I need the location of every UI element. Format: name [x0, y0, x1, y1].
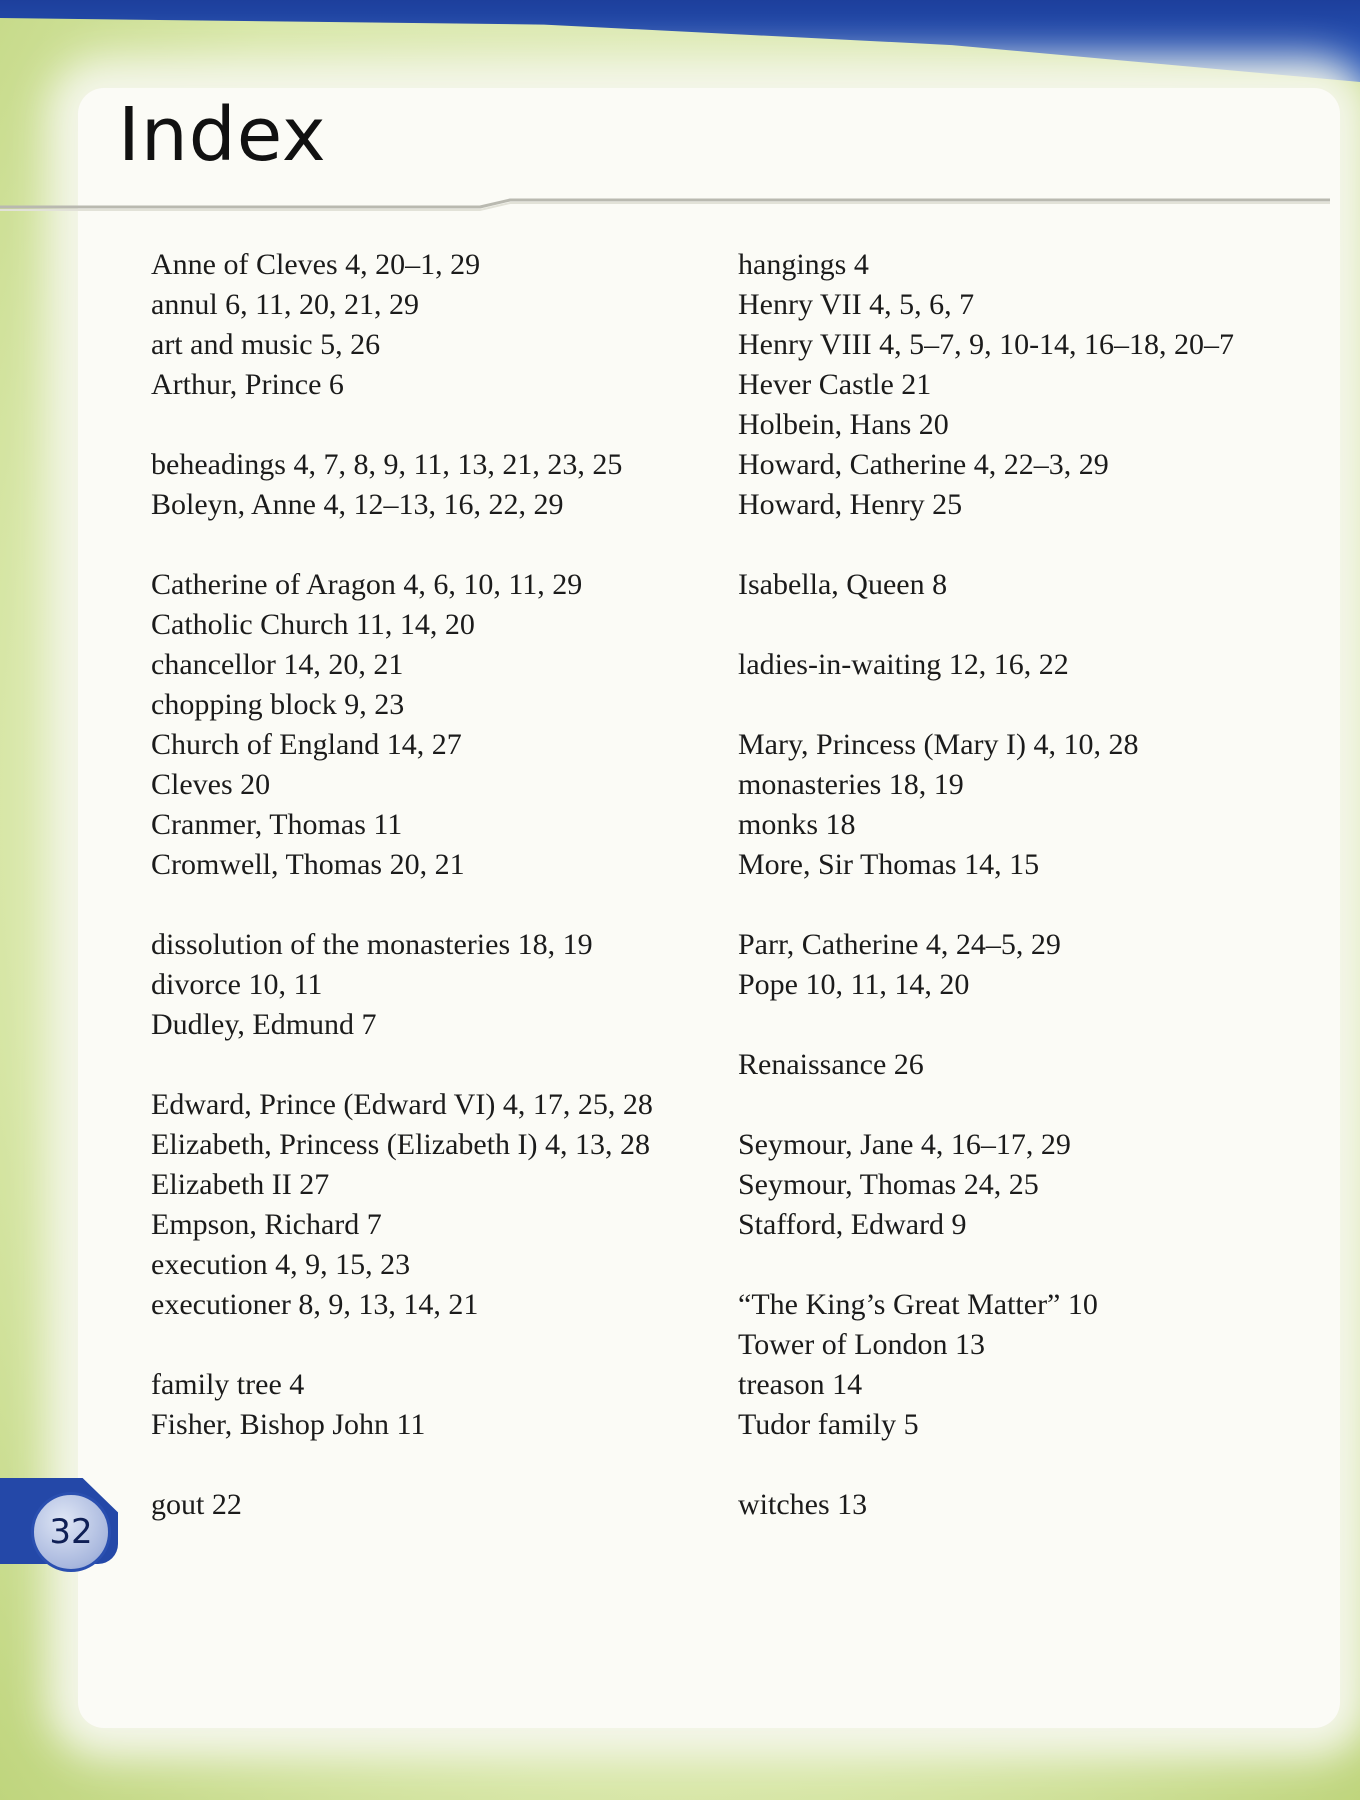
index-entry: Stafford, Edward 9	[738, 1208, 967, 1241]
index-entry: executioner 8, 9, 13, 14, 21	[151, 1288, 479, 1321]
index-column-right	[738, 245, 1338, 1525]
index-entry: Catherine of Aragon 4, 6, 10, 11, 29	[151, 568, 583, 601]
index-entry: dissolution of the monasteries 18, 19	[151, 928, 593, 961]
index-entry: Anne of Cleves 4, 20–1, 29	[151, 248, 481, 281]
index-entry: art and music 5, 26	[151, 328, 381, 361]
index-entry: Mary, Princess (Mary I) 4, 10, 28	[738, 728, 1139, 761]
index-entry: gout 22	[151, 1488, 242, 1521]
index-entry: execution 4, 9, 15, 23	[151, 1248, 411, 1281]
index-entry: divorce 10, 11	[151, 968, 323, 1001]
index-entry: Cleves 20	[151, 768, 271, 801]
index-entry: Dudley, Edmund 7	[151, 1008, 377, 1041]
index-entry: Holbein, Hans 20	[738, 408, 949, 441]
index-entry: Pope 10, 11, 14, 20	[738, 968, 970, 1001]
index-entry: Edward, Prince (Edward VI) 4, 17, 25, 28	[151, 1088, 653, 1121]
index-entry: Renaissance 26	[738, 1048, 924, 1081]
index-entry: Boleyn, Anne 4, 12–13, 16, 22, 29	[151, 488, 564, 521]
index-entry: treason 14	[738, 1368, 863, 1401]
index-entry: Howard, Catherine 4, 22–3, 29	[738, 448, 1109, 481]
index-entry: Isabella, Queen 8	[738, 568, 948, 601]
page-title: Index	[118, 92, 327, 178]
index-entry: Empson, Richard 7	[151, 1208, 382, 1241]
index-entry: chopping block 9, 23	[151, 688, 405, 721]
index-entry: Fisher, Bishop John 11	[151, 1408, 426, 1441]
index-entry: Seymour, Jane 4, 16–17, 29	[738, 1128, 1071, 1161]
index-entry: Henry VII 4, 5, 6, 7	[738, 288, 975, 321]
index-entry: Hever Castle 21	[738, 368, 932, 401]
index-entry: Henry VIII 4, 5–7, 9, 10-14, 16–18, 20–7	[738, 328, 1235, 361]
index-entry: chancellor 14, 20, 21	[151, 648, 404, 681]
index-entry: beheadings 4, 7, 8, 9, 11, 13, 21, 23, 25	[151, 448, 623, 481]
index-entry: “The King’s Great Matter” 10	[738, 1288, 1098, 1321]
index-entry: Church of England 14, 27	[151, 728, 462, 761]
index-entry: Tudor family 5	[738, 1408, 919, 1441]
index-entry: Catholic Church 11, 14, 20	[151, 608, 475, 641]
index-entry: Seymour, Thomas 24, 25	[738, 1168, 1039, 1201]
index-entry: monks 18	[738, 808, 856, 841]
index-entry: Arthur, Prince 6	[151, 368, 344, 401]
index-entry: ladies-in-waiting 12, 16, 22	[738, 648, 1069, 681]
index-entry: More, Sir Thomas 14, 15	[738, 848, 1040, 881]
index-entry: Parr, Catherine 4, 24–5, 29	[738, 928, 1061, 961]
index-column-left	[151, 245, 711, 1525]
title-rule-divider	[0, 198, 1330, 212]
index-entry: hangings 4	[738, 248, 869, 281]
index-entry: Elizabeth, Princess (Elizabeth I) 4, 13, 28	[151, 1128, 651, 1161]
index-entry: witches 13	[738, 1488, 868, 1521]
index-entry: Elizabeth II 27	[151, 1168, 330, 1201]
index-entry: annul 6, 11, 20, 21, 29	[151, 288, 420, 321]
index-entry: family tree 4	[151, 1368, 305, 1401]
index-entry: Cranmer, Thomas 11	[151, 808, 403, 841]
page-number-badge: 32	[31, 1492, 111, 1572]
index-entry: Tower of London 13	[738, 1328, 986, 1361]
index-entry: Howard, Henry 25	[738, 488, 963, 521]
index-entry: Cromwell, Thomas 20, 21	[151, 848, 465, 881]
index-entry: monasteries 18, 19	[738, 768, 964, 801]
